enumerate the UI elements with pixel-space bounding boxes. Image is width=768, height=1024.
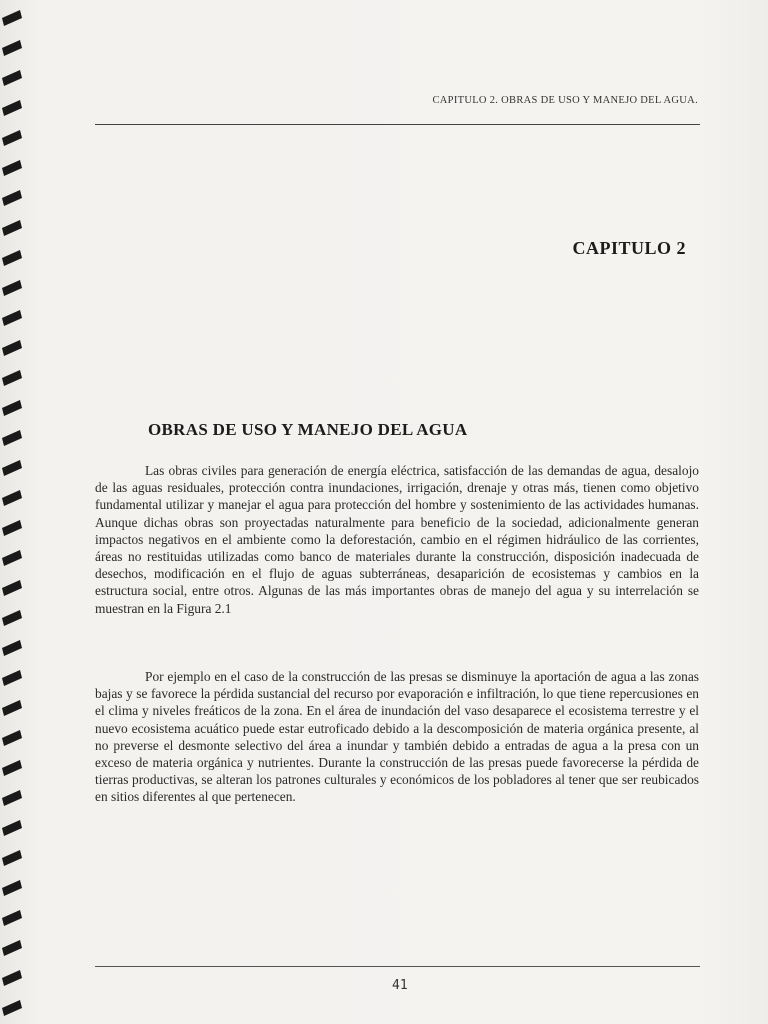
footer-rule — [95, 966, 700, 967]
page-number: 41 — [392, 978, 408, 993]
section-title: OBRAS DE USO Y MANEJO DEL AGUA — [148, 420, 468, 439]
header-rule — [95, 124, 700, 125]
chapter-label: CAPITULO 2 — [572, 238, 686, 258]
spiral-binding — [0, 0, 30, 1024]
body-paragraph-2: Por ejemplo en el caso de la construcción de las presas se disminuye la aportación de agua a las zonas bajas y se favorece la pérdida sustancial del recurso por evaporación e infiltración, lo que tiene repercusiones en el clima y niveles freáticos de la zona. En el área de inundación del vaso desaparece el ecosistema terrestre y el nuevo ecosistema acuático puede estar eutroficado debido a la descomposición de materia orgánica presente, al no preverse el desmonte selectivo del área a inundar y también debido a entradas de agua a la presa con un exceso de materia orgánica y nutrientes. Durante la construcción de las presas puede favorecerse la pérdida de tierras productivas, se alteran los patrones culturales y económicos de los pobladores al tener que ser reubicados en sitios diferentes al que pertenecen. — [95, 669, 699, 805]
body-paragraph-1: Las obras civiles para generación de energía eléctrica, satisfacción de las demandas de agua, desalojo de las aguas residuales, protección contra inundaciones, irrigación, drenaje y otras más, tienen como objetivo fundamental utilizar y manejar el agua para protección del hombre y sostenimiento de las actividades humanas. Aunque dichas obras son proyectadas naturalmente para beneficio de la sociedad, adicionalmente generan impactos negativos en el ambiente como la deforestación, cambio en el régimen hidráulico de las corrientes, áreas no restituidas utilizadas como banco de materiales durante la construcción, disposición inadecuada de desechos, modificación en el flujo de aguas subterráneas, desaparición de ecosistemas y cambios en la estructura social, entre otros. Algunas de las más importantes obras de manejo del agua y su interrelación se muestran en la Figura 2.1 — [95, 463, 699, 616]
running-header: CAPITULO 2. OBRAS DE USO Y MANEJO DEL AGUA. — [432, 95, 698, 106]
